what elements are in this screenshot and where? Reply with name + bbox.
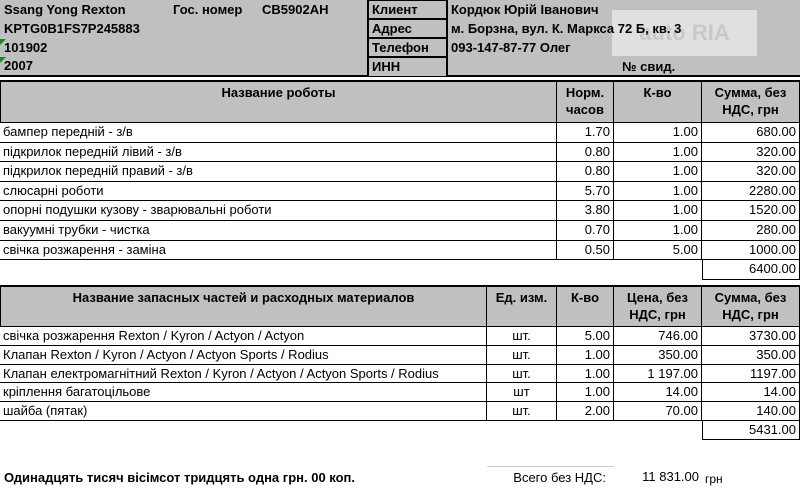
table-cell: 0.80 bbox=[557, 162, 614, 182]
vin: KPTG0B1FS7P245883 bbox=[4, 21, 140, 36]
table-cell: 5.00 bbox=[557, 327, 614, 346]
label-inn: ИНН bbox=[367, 57, 448, 77]
column-header: К-во bbox=[614, 80, 702, 123]
table-cell: 5.70 bbox=[557, 182, 614, 202]
table-cell: опорні подушки кузову - зварювальні роботи bbox=[0, 201, 557, 221]
client-name: Кордюк Юрій Іванович bbox=[451, 2, 599, 17]
column-header: Норм. часов bbox=[557, 80, 614, 123]
table-cell: шайба (пятак) bbox=[0, 402, 487, 421]
cell-marker-icon bbox=[0, 57, 6, 63]
section-total: 5431.00 bbox=[702, 421, 800, 440]
table-cell: 140.00 bbox=[702, 402, 800, 421]
table-cell: 320.00 bbox=[702, 162, 800, 182]
total-label: Всего без НДС: bbox=[487, 466, 614, 488]
table-cell: підкрилок передній правий - з/в bbox=[0, 162, 557, 182]
table-cell: шт. bbox=[487, 365, 557, 384]
section-total: 6400.00 bbox=[702, 260, 800, 280]
table-cell: 320.00 bbox=[702, 143, 800, 163]
table-cell: 0.80 bbox=[557, 143, 614, 163]
table-cell: 1.00 bbox=[557, 346, 614, 365]
table-cell: шт. bbox=[487, 402, 557, 421]
table-cell: 1520.00 bbox=[702, 201, 800, 221]
column-header: Сумма, без НДС, грн bbox=[702, 80, 800, 123]
column-header: К-во bbox=[557, 285, 614, 327]
table-cell: 70.00 bbox=[614, 402, 702, 421]
table-cell: шт bbox=[487, 383, 557, 402]
table-cell: 680.00 bbox=[702, 123, 800, 143]
table-cell: кріплення багатоцільове bbox=[0, 383, 487, 402]
table-cell: 1.00 bbox=[557, 383, 614, 402]
total-in-words: Одинадцять тисяч вісімсот тридцять одна грн. 00 коп. bbox=[4, 470, 356, 485]
table-cell: 1197.00 bbox=[702, 365, 800, 384]
table-cell: слюсарні роботи bbox=[0, 182, 557, 202]
column-header: Название запасных частей и расходных материалов bbox=[0, 285, 487, 327]
table-cell: 14.00 bbox=[702, 383, 800, 402]
table-cell: підкрилок передній лівий - з/в bbox=[0, 143, 557, 163]
cell-marker-icon bbox=[0, 39, 6, 45]
mileage: 101902 bbox=[4, 40, 48, 55]
label-phone: Телефон bbox=[367, 38, 448, 57]
table-cell: 2280.00 bbox=[702, 182, 800, 202]
table-cell: шт. bbox=[487, 346, 557, 365]
plate-number: CB5902AH bbox=[262, 2, 329, 17]
table-cell: Клапан електромагнітний Rexton / Kyron / Actyon / Actyon Sports / Rodius bbox=[0, 365, 487, 384]
table-cell: 1.00 bbox=[614, 123, 702, 143]
label-address: Адрес bbox=[367, 19, 448, 38]
grand-total: 11 831.00 bbox=[642, 469, 699, 484]
table-cell: Клапан Rexton / Kyron / Actyon / Actyon Sports / Rodius bbox=[0, 346, 487, 365]
column-header: Цена, без НДС, грн bbox=[614, 285, 702, 327]
table-cell: 746.00 bbox=[614, 327, 702, 346]
table-cell: 0.50 bbox=[557, 241, 614, 261]
table-cell: 1.00 bbox=[614, 201, 702, 221]
table-cell: свічка розжарення Rexton / Kyron / Actyon / Actyon bbox=[0, 327, 487, 346]
table-cell: свічка розжарення - заміна bbox=[0, 241, 557, 261]
table-cell: 280.00 bbox=[702, 221, 800, 241]
cert-label: № свид. bbox=[622, 59, 676, 74]
table-cell: 0.70 bbox=[557, 221, 614, 241]
table-cell: 5.00 bbox=[614, 241, 702, 261]
client-phone: 093-147-87-77 Олег bbox=[451, 40, 571, 55]
table-cell: вакуумні трубки - чистка bbox=[0, 221, 557, 241]
table-cell: бампер передній - з/в bbox=[0, 123, 557, 143]
table-cell: 2.00 bbox=[557, 402, 614, 421]
car-model: Ssang Yong Rexton bbox=[4, 2, 126, 17]
table-cell: 1.00 bbox=[614, 182, 702, 202]
table-cell: 1.00 bbox=[614, 162, 702, 182]
table-cell: 14.00 bbox=[614, 383, 702, 402]
table-cell: 1.00 bbox=[614, 221, 702, 241]
table-cell: 3730.00 bbox=[702, 327, 800, 346]
table-cell: шт. bbox=[487, 327, 557, 346]
table-cell: 1.00 bbox=[557, 365, 614, 384]
client-address: м. Борзна, вул. К. Маркса 72 Б, кв. 3 bbox=[451, 21, 682, 36]
autoria-watermark: auto RIA bbox=[612, 10, 757, 56]
column-header: Ед. изм. bbox=[487, 285, 557, 327]
table-cell: 1.00 bbox=[614, 143, 702, 163]
column-header: Название роботы bbox=[0, 80, 557, 123]
table-cell: 350.00 bbox=[702, 346, 800, 365]
table-cell: 1 197.00 bbox=[614, 365, 702, 384]
table-cell: 350.00 bbox=[614, 346, 702, 365]
table-cell: 3.80 bbox=[557, 201, 614, 221]
table-cell: 1.70 bbox=[557, 123, 614, 143]
year: 2007 bbox=[4, 58, 33, 73]
label-client: Клиент bbox=[367, 0, 448, 19]
column-header: Сумма, без НДС, грн bbox=[702, 285, 800, 327]
table-cell: 1000.00 bbox=[702, 241, 800, 261]
currency: грн bbox=[705, 472, 723, 486]
plate-label: Гос. номер bbox=[173, 2, 243, 17]
